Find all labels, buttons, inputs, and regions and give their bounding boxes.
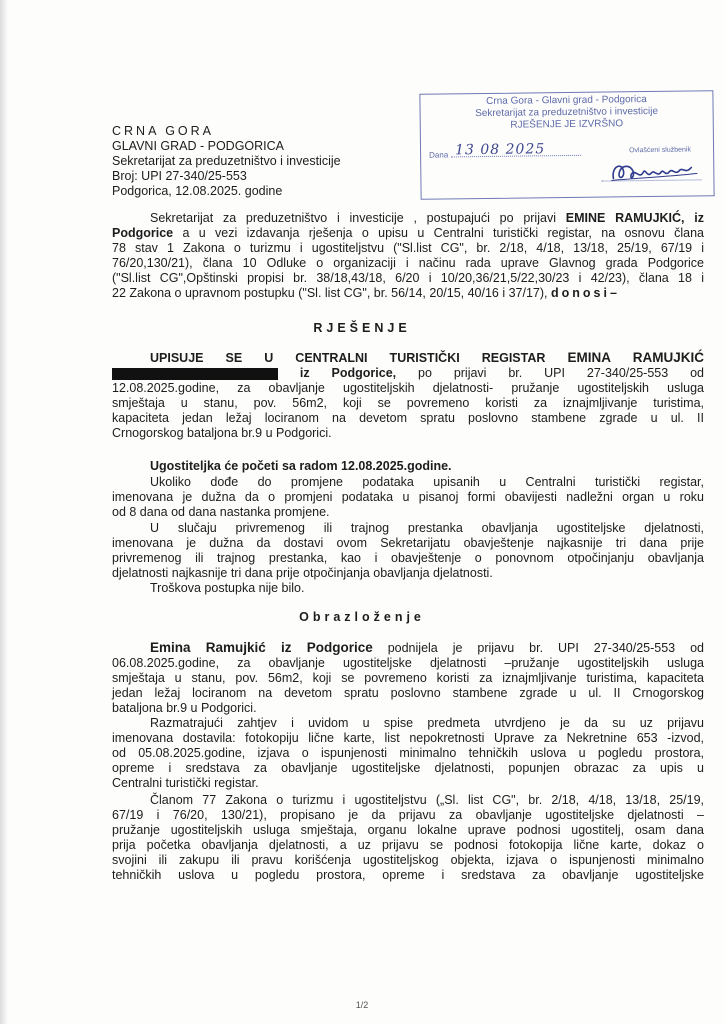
text-line: iz Podgorice, po prijavi br. UPI 27-340/25-553 od — [112, 366, 704, 381]
handwritten-signature — [607, 157, 703, 184]
text-line: imenovana je dužna da dostavi ovom Sekretarijatu obavještenje najkasnije tri dana prije — [112, 536, 704, 550]
header-date: Podgorica, 12.08.2025. godine — [112, 184, 283, 198]
text-line: Troškova postupka nije bilo. — [150, 581, 305, 595]
text-line: UPISUJE SE U CENTRALNI TURISTIČKI REGISTAR EMINA RAMUJKIĆ — [150, 350, 705, 365]
text-line: Razmatrajući zahtjev i uvidom u spise predmeta utvrdjeno je da su uz prijavu — [150, 716, 704, 730]
document-header — [112, 124, 341, 199]
text-line: privremenog ili trajnog prestanka, kao i obavještenje o ponovnom otpočinjanju obavljanja — [112, 551, 704, 565]
text-line: 67/19 i 76/20, 130/21), propisano je da prijavu za obavljanje ugostiteljske djelatnosti – — [112, 808, 704, 822]
header-case-number: Broj: UPI 27-340/25-553 — [112, 169, 247, 183]
text-line: smještaja u stanu, pov. 56m2, koji se povremeno koristi za iznajmljivanje turistima, kapaciteta — [112, 671, 704, 685]
text-line: bataljona br.9 u Podgorici. — [112, 701, 257, 715]
text-line: ("Sl.list CG",Opštinski propisi br. 38/18,43/18, 6/20 i 10/20,36/21,5/22,30/23 i 42/23), člana 18 i — [112, 271, 704, 285]
text-line: imenovana je dužna da o promjeni podataka u pisanoj formi obavijesti nadležni organ u roku — [112, 490, 704, 504]
section-title-decision: RJEŠENJE — [313, 321, 411, 335]
text-line: kapaciteta jedan ležaj lociranom na devetom spratu poslovno stambene zgrade u ul. II — [112, 411, 704, 425]
text-line: pružanje ugostiteljskih usluga smještaja, organu lokalne uprave podnosi ugostitelj, osam dana — [112, 823, 704, 837]
text-line: jedan ležaj lociranom na devetom spratu poslovno stambene zgrade u ul. II Crnogorskog — [112, 686, 704, 700]
text-line: prija početka obavljanja djelatnosti, a uz prijavu se podnosi fotokopija lične karte, dokaz o — [112, 838, 704, 852]
scan-edge-shadow — [0, 0, 8, 1024]
header-secretariat: Sekretarijat za preduzetništvo i investicije — [112, 154, 341, 168]
intro-paragraph — [112, 211, 704, 301]
text-line: djelatnosti najkasnije tri dana prije otpočinjanja obavljanja djelatnosti. — [112, 566, 493, 580]
text-line: od 05.08.2025.godine, izjava o ispunjenosti minimalno tehničkih uslova u pogledu prostora, — [112, 746, 704, 760]
text-line: imenovana dostavila: fotokopiju lične karte, list nepokretnosti Uprave za Nekretnine 653 -izvod, — [112, 731, 704, 745]
text-line: 12.08.2025.godine, za obavljanje ugostiteljskih djelatnosti- pružanje ugostiteljskih usluga — [112, 381, 704, 395]
text-line: Ukoliko dođe do promjene podataka upisanih u Centralni turistički registar, — [150, 475, 704, 489]
stamp-line-1: Crna Gora - Glavni grad - Podgorica — [486, 94, 647, 107]
costs-paragraph — [112, 581, 704, 596]
reasoning-paragraph-2 — [112, 716, 704, 791]
cessation-paragraph — [112, 521, 704, 581]
header-city: GLAVNI GRAD - PODGORICA — [112, 139, 285, 153]
text-line: Emina Ramujkić iz Podgorice podnijela je prijavu br. UPI 27-340/25-553 od — [150, 640, 704, 655]
stamp-line-3: RJEŠENJE JE IZVRŠNO — [510, 118, 624, 131]
text-line: svojini ili zakupu ili pravu korišćenja ugostiteljskog objekta, izjava o ispunjenosti minimalno — [112, 853, 704, 867]
stamp-date-label: Dana — [429, 150, 449, 160]
text-line: 76/20,130/21), člana 10 Odluke o organizaciji i načinu rada uprave Glavnog grada Podgorice — [112, 256, 704, 270]
text-line: tehničkih uslova u pogledu prostora, opreme i sredstava za obavljanje ugostiteljske — [112, 868, 704, 882]
text-line: Podgorice a u vezi izdavanja rješenja o upisu u Centralni turistički registar, na osnovu člana — [112, 226, 704, 240]
change-notice-paragraph — [112, 475, 704, 520]
reasoning-paragraph-3 — [112, 793, 704, 883]
text-line: Ugostiteljka će početi sa radom 12.08.2025.godine. — [150, 459, 452, 473]
text-line: Centralni turistički registar. — [112, 776, 259, 790]
text-line: Sekretarijat za preduzetništvo i investicije , postupajući po prijavi EMINE RAMUJKIĆ, iz — [150, 211, 704, 225]
text-line: 78 stav 1 Zakona o turizmu i ugostiteljstvu ("Sl.list CG", br. 2/18, 4/18, 13/18, 25/19, 67/19 i — [112, 241, 704, 255]
start-date-paragraph — [112, 459, 704, 474]
header-country: CRNA GORA — [112, 124, 215, 138]
stamp-line-2: Sekretarijat za preduzetništvo i investicije — [475, 105, 659, 120]
decision-paragraph — [112, 350, 704, 441]
stamp-official-label: Ovlašćeni službenik — [629, 146, 691, 155]
text-line: Crnogorskog bataljona br.9 u Podgorici. — [112, 426, 332, 440]
page-number: 1/2 — [355, 1000, 369, 1010]
stamp-date-value: 13 08 2025 — [454, 141, 546, 159]
text-line: 22 Zakona o upravnom postupku ("Sl. list CG", br. 56/14, 20/15, 40/16 i 37/17), donosi– — [112, 286, 620, 300]
section-title-reasoning: Obrazloženje — [299, 610, 425, 624]
text-line: U slučaju privremenog ili trajnog prestanka obavljanja ugostiteljske djelatnosti, — [150, 521, 704, 535]
reasoning-paragraph-1 — [112, 640, 704, 716]
text-line: 06.08.2025.godine, za obavljanje ugostiteljske djelatnosti –pružanje ugostiteljskih usluga — [112, 656, 704, 670]
text-line: opreme i sredstava za obavljanje ugostiteljske djelatnosti, popunjen obrazac za upis u — [112, 761, 704, 775]
executability-stamp — [419, 90, 714, 200]
redacted-block — [112, 368, 278, 380]
text-line: smještaja u stanu, pov. 56m2, koji se povremeno koristi za iznajmljivanje turistima, — [112, 396, 704, 410]
text-line: Članom 77 Zakona o turizmu i ugostiteljstvu („Sl. list CG", br. 2/18, 4/18, 13/18, 25/19, — [150, 793, 704, 807]
text-line: od 8 dana od dana nastanka promjene. — [112, 505, 330, 519]
